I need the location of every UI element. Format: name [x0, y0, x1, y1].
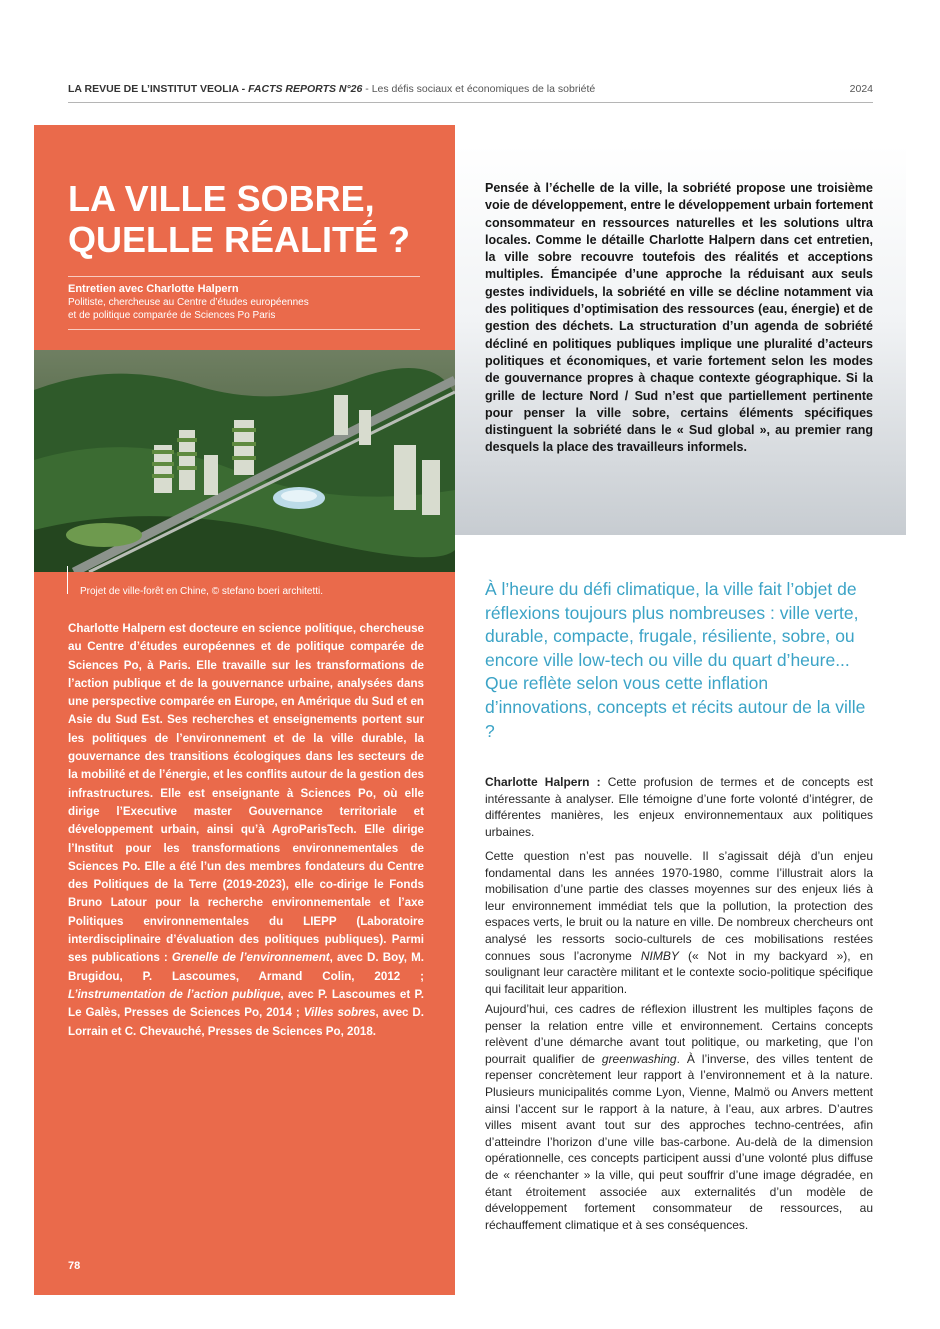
role-line-1: Politiste, chercheuse au Centre d’études européennes [68, 297, 309, 308]
answer-p2-text-c: (« Not in my backyard »), en soulignant leur caractère militant et le contexte socio-politique spécifique qui facilitait leur apparition. [485, 948, 873, 996]
title-line-2: QUELLE RÉALITÉ ? [68, 219, 410, 260]
bio-text-1: Charlotte Halpern est docteure en science politique, chercheuse au Centre d’études européennes et de politique comparée de Sciences Po, à Paris. Elle travaille sur les transformations de l’action publique et de la gouvernance urbaine, analysées dans une perspective comparée en Europe, en Amérique du Sud et en Asie du Sud Est. Ses recherches et enseignements portent sur les politiques de l’environnement et de la ville durable, la gouvernance des transitions écologiques dans les secteurs de la mobilité et de l’énergie, et les conflits autour de la gestion des infrastructures. Elle est enseignante à Sciences Po, où elle dirige l’Executive master Gouvernance territoriale et développement urbain, ainsi qu’à AgroParisTech. Elle dirige l’Institut pour les transformations environnementales de Sciences Po. Elle a été l’un des membres fondateurs du Centre des Politiques de la Terre (2019-2023), elle co-dirige le Fonds Bruno Latour pour la recherche environnementale et l’axe Politiques environnementales du LIEPP (Laboratoire interdisciplinaire d’évaluation des politiques publiques). Parmi ses publications : [68, 622, 424, 965]
role-line-2: et de politique comparée de Sciences Po Paris [68, 310, 276, 321]
bio-text-3: , avec P. Lascoumes et P. Le Galès, Presses de Sciences Po, 2014 ; [68, 987, 425, 1020]
answer-paragraph-2 [485, 848, 873, 997]
bio-book-1: Grenelle de l’environnement [171, 951, 330, 965]
page-number: 78 [68, 1260, 81, 1272]
article-title [68, 178, 438, 260]
photo-caption: Projet de ville-forêt en Chine, © stefano boeri architetti. [80, 586, 324, 597]
header-brand: LA REVUE DE L’INSTITUT VEOLIA - [68, 83, 246, 95]
forest-city-photo [34, 350, 455, 572]
header-subtitle: - Les défis sociaux et économiques de la sobriété [365, 83, 596, 95]
answer-paragraph-1 [485, 774, 873, 840]
answer-p3-text-a: Aujourd’hui, ces cadres de réflexion illustrent les multiples façons de penser la relation entre ville et environnement. Certains concepts relèvent d’une démarche avant tout politique, ou marketing, que l’on pourrait qualifier de [485, 1002, 873, 1066]
bio-text-2: , avec D. Boy, M. Brugidou, P. Lascoumes, Armand Colin, 2012 ; [68, 951, 424, 983]
answer-speaker: Charlotte Halpern : [485, 775, 601, 789]
divider-top [68, 276, 420, 277]
header-issue: FACTS REPORTS N°26 [248, 83, 363, 95]
bio-book-2: L’instrumentation de l’action publique [68, 987, 281, 1001]
answer-p3-term: greenwashing [601, 1051, 677, 1066]
answer-p2-acronym: NIMBY [640, 948, 679, 963]
author-bio [68, 620, 424, 1041]
intro-paragraph: Pensée à l’échelle de la ville, la sobriété propose une troisième voie de développement, entre le développement urbain fortement consommateur en ressources naturelles et les solutions ultra locales. Comme le détaille Charlotte Halpern dans cet entretien, la ville sobre recouvre toutefois des réalités et acceptions multiples. Émancipée d’une approche la réduisant aux seuls gestes individuels, la sobriété en ville se décline notamment via des politiques d’optimisation des ressources (eau, énergie) et de gestion des déchets. La structuration d’un agenda de sobriété décliné en politiques publiques implique une pluralité d’acteurs politiques et économiques, et varie fortement selon les modes de gouvernance propres à chaque contexte géographique. Si la grille de lecture Nord / Sud n’est que partiellement pertinente pour penser la ville sobre, certains éléments spécifiques distinguent la sobriété dans le « Sud global », au premier rang desquels la place des travailleurs informels. [485, 181, 873, 455]
caption-marker [67, 566, 68, 594]
interview-question: À l’heure du défi climatique, la ville fait l’objet de réflexions toujours plus nombreuses : ville verte, durable, compacte, frugale, résiliente, sobre, ou encore ville low-tech ou ville du quart d’heure... Que reflète selon vous cette inflation d’innovations, concepts et récits autour de la ville ? [485, 579, 866, 741]
interview-label: Entretien avec Charlotte Halpern [68, 283, 239, 295]
answer-paragraph-3 [485, 1001, 873, 1233]
bio-text-4: , avec D. Lorrain et C. Chevauché, Presses de Sciences Po, 2018. [68, 1006, 424, 1038]
author-role [68, 296, 368, 322]
header-year: 2024 [849, 83, 873, 95]
answer-p3-text-c: . À l’inverse, des villes tentent de repenser concrètement leur rapport à l’environnement et à la nature. Plusieurs municipalités comme Lyon, Vienne, Malmö ou Anvers mettent ainsi l’accent sur le rapport à la nature, à l’eau, aux arbres. D’autres villes misent avant tout sur des approches techno-centrées, afin d’atteindre l’horizon d’une ville bas-carbone. Au-delà de la dimension opérationnelle, ces concepts participent aussi d’une volonté plus diffuse de « réenchanter » la ville, qui peut souffrir d’une image dégradée, en étant étroitement associée aux externalités d’un modèle de développement fortement consommateur de ressources, au réchauffement climatique et à ses conséquences. [485, 1051, 874, 1232]
bio-book-3: Villes sobres [303, 1006, 376, 1020]
header-left [68, 83, 595, 95]
answer-p1-text: Cette profusion de termes et de concepts est intéressante à analyser. Elle témoigne d’une forte volonté d’intégrer, de différentes manières, les enjeux environnementaux aux politiques urbaines. [485, 775, 874, 839]
answer-p2-text-a: Cette question n’est pas nouvelle. Il s’agissait déjà d’un enjeu fondamental dans les années 1970-1980, comme l’illustrait alors la mobilisation d’une partie des classes moyennes sur des enjeux liés à leur environnement immédiat tels que la pollution, la protection des espaces verts, le bruit ou la nature en ville. De nombreux chercheurs ont analysé les ressorts socio-culturels de ces mobilisations restées connues sous l’acronyme [485, 849, 873, 963]
divider-bottom [68, 329, 420, 330]
page-header [68, 80, 873, 103]
title-line-1: LA VILLE SOBRE, [68, 178, 375, 219]
